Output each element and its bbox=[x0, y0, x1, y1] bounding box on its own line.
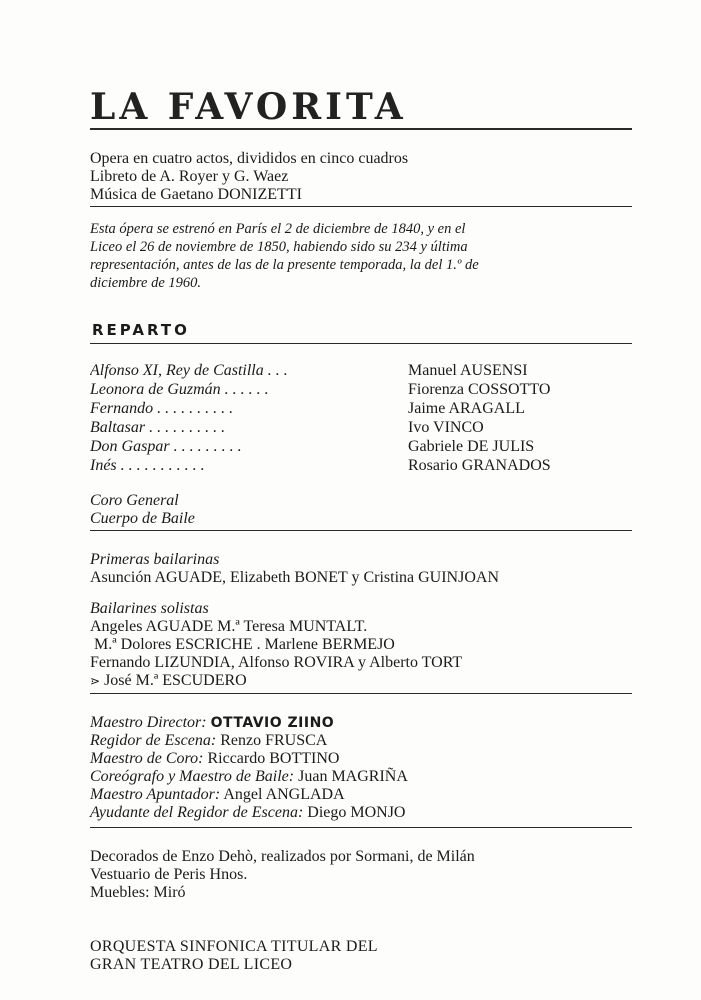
orchestra-line: GRAN TEATRO DEL LICEO bbox=[90, 956, 293, 973]
bailarines-solistas bbox=[90, 600, 462, 690]
staff-name: Renzo FRUSCA bbox=[220, 732, 328, 749]
divider bbox=[90, 206, 632, 207]
opera-description: Opera en cuatro actos, divididos en cinco cuadros bbox=[90, 150, 409, 167]
staff-role: Coreógrafo y Maestro de Baile: bbox=[90, 768, 295, 785]
cast-row bbox=[90, 381, 632, 400]
staff-name: Juan MAGRIÑA bbox=[298, 768, 408, 785]
divider bbox=[90, 343, 632, 344]
staff-row bbox=[90, 768, 408, 786]
staff-row bbox=[90, 804, 408, 822]
marker-icon: ⋗ bbox=[90, 674, 101, 688]
solistas-line-text: M.ª Dolores ESCRICHE . Marlene BERMEJO bbox=[94, 636, 395, 653]
solistas-line bbox=[90, 636, 462, 654]
staff-role: Ayudante del Regidor de Escena: bbox=[90, 804, 304, 821]
staff-role: Regidor de Escena: bbox=[90, 732, 217, 749]
group-coro: Coro General bbox=[90, 492, 179, 509]
cast-row bbox=[90, 438, 632, 457]
production-line: Muebles: Miró bbox=[90, 884, 186, 901]
cast-actor: Gabriele DE JULIS bbox=[408, 438, 535, 455]
solistas-line: Angeles AGUADE M.ª Teresa MUNTALT. bbox=[90, 618, 368, 635]
cast-role: Inés . . . . . . . . . . . bbox=[90, 457, 205, 474]
production-credits bbox=[90, 848, 475, 902]
cast-actor: Rosario GRANADOS bbox=[408, 457, 551, 474]
cast-role: Alfonso XI, Rey de Castilla . . . bbox=[90, 362, 288, 379]
group-baile: Cuerpo de Baile bbox=[90, 510, 195, 527]
staff-row bbox=[90, 714, 408, 732]
libretto-credit: Libreto de A. Royer y G. Waez bbox=[90, 168, 289, 185]
solistas-line bbox=[90, 672, 462, 690]
staff-role: Maestro de Coro: bbox=[90, 750, 204, 767]
opera-info bbox=[90, 150, 408, 204]
primeras-label: Primeras bailarinas bbox=[90, 551, 220, 568]
cast-list bbox=[90, 362, 632, 476]
divider bbox=[90, 827, 632, 828]
music-credit: Música de Gaetano DONIZETTI bbox=[90, 186, 302, 203]
note-line: representación, antes de las de la presente temporada, la del 1.º de bbox=[90, 257, 479, 273]
staff-list bbox=[90, 714, 408, 822]
solistas-line: Fernando LIZUNDIA, Alfonso ROVIRA y Alberto TORT bbox=[90, 654, 463, 671]
cast-actor: Fiorenza COSSOTTO bbox=[408, 381, 551, 398]
production-line: Decorados de Enzo Dehò, realizados por Sormani, de Milán bbox=[90, 848, 475, 865]
primeras-bailarinas bbox=[90, 551, 499, 587]
solistas-line-text: José M.ª ESCUDERO bbox=[104, 672, 247, 689]
staff-role: Maestro Director: bbox=[90, 714, 207, 731]
staff-row bbox=[90, 786, 408, 804]
cast-actor: Ivo VINCO bbox=[408, 419, 484, 436]
staff-name: Riccardo BOTTINO bbox=[207, 750, 340, 767]
solistas-label: Bailarines solistas bbox=[90, 600, 209, 617]
orchestra-credit bbox=[90, 938, 378, 974]
staff-name: Diego MONJO bbox=[307, 804, 406, 821]
primeras-names: Asunción AGUADE, Elizabeth BONET y Cristina GUINJOAN bbox=[90, 569, 499, 586]
staff-role: Maestro Apuntador: bbox=[90, 786, 221, 803]
cast-role: Fernando . . . . . . . . . . bbox=[90, 400, 234, 417]
cast-actor: Jaime ARAGALL bbox=[408, 400, 525, 417]
staff-row bbox=[90, 732, 408, 750]
divider bbox=[90, 693, 632, 694]
cast-role: Don Gaspar . . . . . . . . . bbox=[90, 438, 242, 455]
ensemble-groups bbox=[90, 492, 195, 528]
orchestra-line: ORQUESTA SINFONICA TITULAR DEL bbox=[90, 938, 378, 955]
premiere-note bbox=[90, 220, 632, 292]
note-line: Liceo el 26 de noviembre de 1850, habiendo sido su 234 y última bbox=[90, 239, 468, 255]
cast-role: Leonora de Guzmán . . . . . . bbox=[90, 381, 269, 398]
cast-actor: Manuel AUSENSI bbox=[408, 362, 528, 379]
note-line: diciembre de 1960. bbox=[90, 275, 202, 291]
cast-row bbox=[90, 419, 632, 438]
cast-row bbox=[90, 362, 632, 381]
cast-role: Baltasar . . . . . . . . . . bbox=[90, 419, 226, 436]
divider bbox=[90, 530, 632, 531]
staff-name: OTTAVIO ZIINO bbox=[210, 715, 335, 731]
cast-row bbox=[90, 400, 632, 419]
page-title: LA FAVORITA bbox=[90, 86, 407, 128]
staff-row bbox=[90, 750, 408, 768]
staff-name: Angel ANGLADA bbox=[223, 786, 345, 803]
production-line: Vestuario de Peris Hnos. bbox=[90, 866, 248, 883]
reparto-heading: REPARTO bbox=[92, 321, 190, 339]
cast-row bbox=[90, 457, 632, 476]
note-line: Esta ópera se estrenó en París el 2 de diciembre de 1840, y en el bbox=[90, 221, 466, 237]
title-rule bbox=[90, 128, 632, 130]
